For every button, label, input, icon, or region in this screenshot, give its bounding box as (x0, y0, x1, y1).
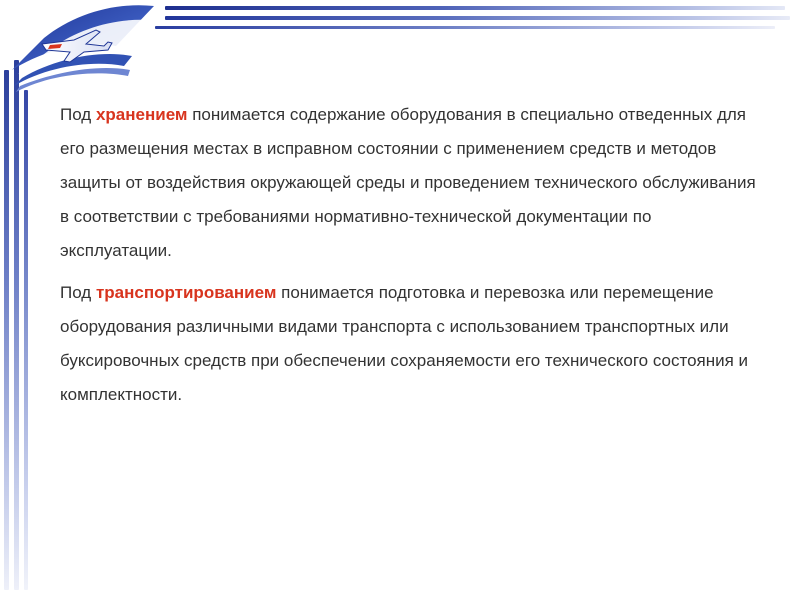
top-decor-line (155, 26, 775, 29)
book-airplane-logo-icon (4, 0, 164, 96)
left-decor-line (24, 90, 28, 590)
transportation-definition-paragraph (60, 276, 760, 412)
term-transportation: транспортированием (95, 283, 277, 302)
left-decor-line (14, 60, 19, 590)
paragraph-prefix: Под (60, 283, 96, 302)
slide-content (60, 98, 760, 420)
storage-definition-paragraph (60, 98, 760, 268)
left-decor-line (4, 70, 9, 590)
paragraph-body: понимается содержание оборудования в специально отведенных для его размещения местах в исправном состоянии с применением средств и методов защиты от воздействия окружающей среды и проведением технического обслуживания в соответствии с требованиями нормативно-технической документации по эксплуатации. (60, 105, 756, 260)
top-decor-line (165, 16, 790, 20)
paragraph-body: понимается подготовка и перевозка или перемещение оборудования различными видами транспорта с использованием транспортных или буксировочных средств при обеспечении сохраняемости его технического состояния и комплектности. (60, 283, 749, 404)
term-storage: хранением (95, 105, 188, 124)
top-decor-line (165, 6, 785, 10)
paragraph-prefix: Под (60, 105, 96, 124)
